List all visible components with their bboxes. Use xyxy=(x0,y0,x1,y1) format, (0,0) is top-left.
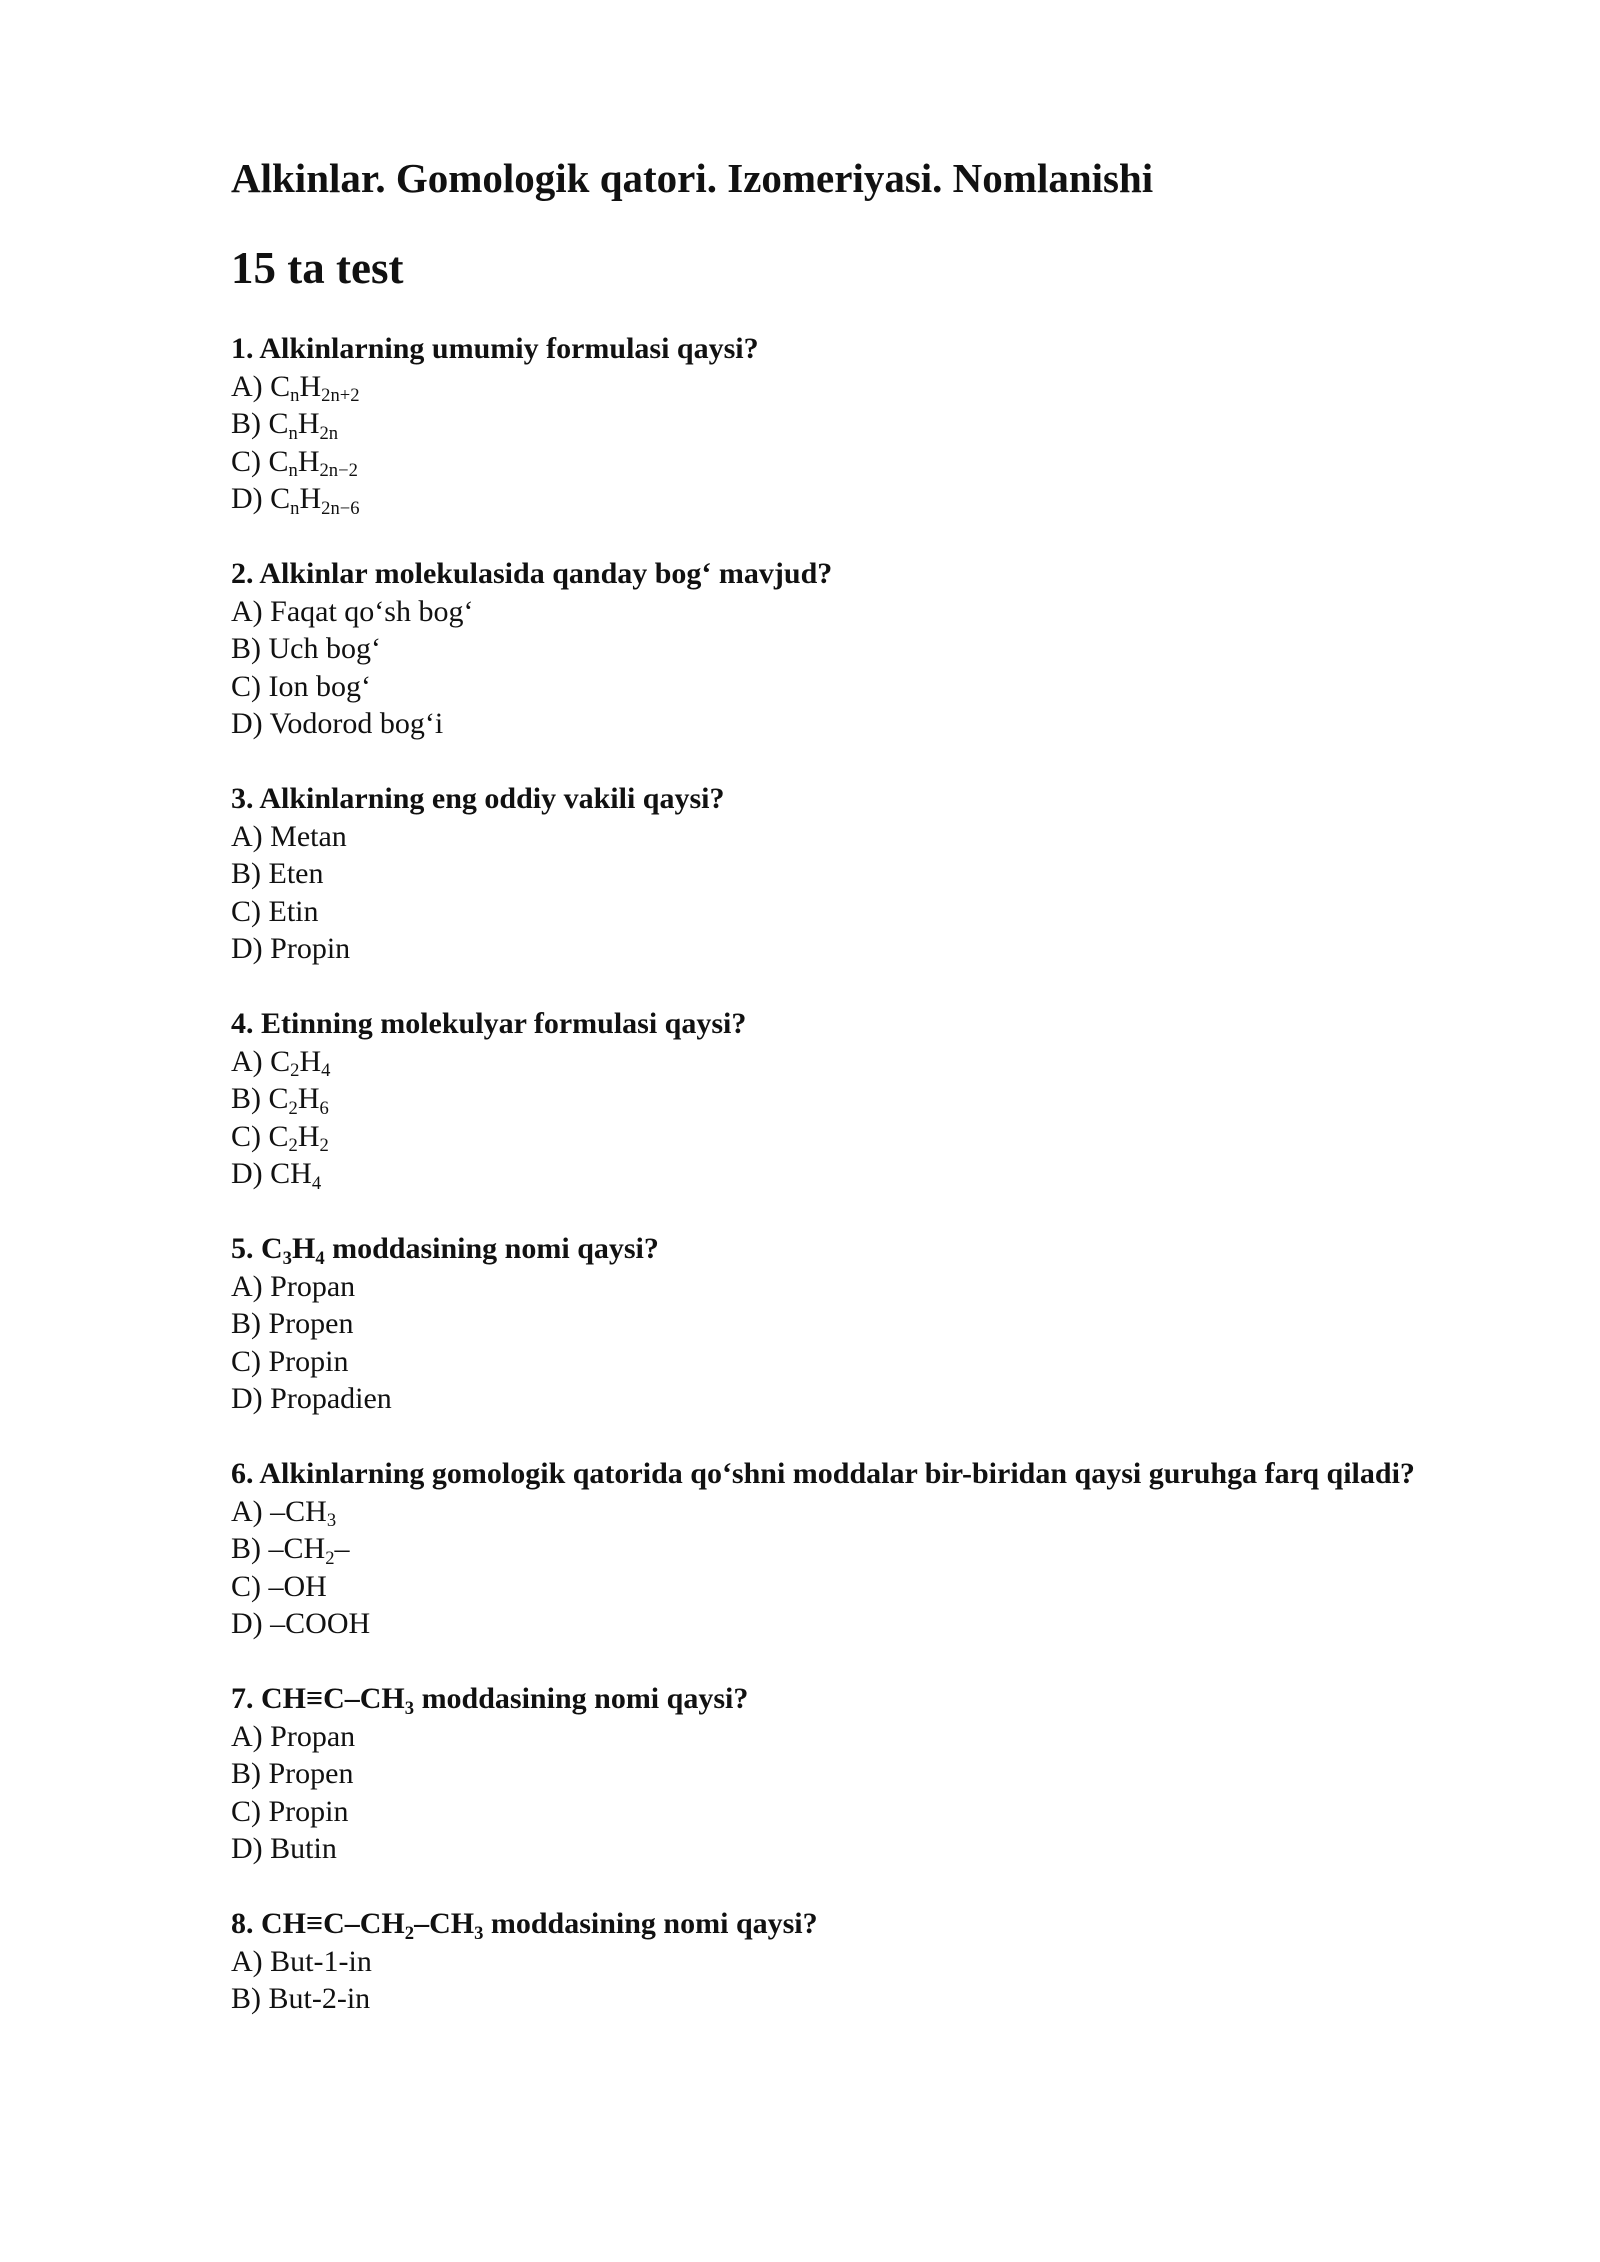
question-block xyxy=(231,1455,1461,1643)
question-text: 4. Etinning molekulyar formulasi qaysi? xyxy=(231,1007,747,1040)
question-block xyxy=(231,555,1461,743)
subscript: 2 xyxy=(288,1097,298,1119)
subscript: 2n+2 xyxy=(321,385,360,407)
answer-option: A) $-CH_3$ xyxy=(231,1494,337,1532)
answer-option: A) Propan xyxy=(231,1269,356,1303)
answer-option: C) $C_2H_2$ xyxy=(231,1119,329,1157)
subscript: 2 xyxy=(325,1547,335,1569)
subscript: 3 xyxy=(474,1922,484,1944)
subscript: 4 xyxy=(311,1172,322,1194)
subscript: 3 xyxy=(326,1510,337,1532)
answer-option: C) $C_nH_{2n-2}$ xyxy=(231,444,358,482)
answer-option: A) $C_2H_4$ xyxy=(231,1044,331,1082)
question-block xyxy=(231,1680,1461,1868)
question-text: 1. Alkinlarning umumiy formulasi qaysi? xyxy=(231,332,759,365)
subscript: 2n−2 xyxy=(319,460,358,482)
question-text: 2. Alkinlar molekulasida qanday bog‘ mavjud? xyxy=(231,557,833,590)
question-text: 3. Alkinlarning eng oddiy vakili qaysi? xyxy=(231,782,725,815)
answer-option: C) Etin xyxy=(231,894,319,928)
question-text: 6. Alkinlarning gomologik qatorida qo‘shni moddalar bir-biridan qaysi guruhga farq qiladi? xyxy=(231,1457,1415,1490)
answer-option: B) $C_nH_{2n}$ xyxy=(231,407,339,444)
answer-option: D) Propadien xyxy=(231,1382,392,1415)
answer-option: C) Propin xyxy=(231,1344,349,1378)
question-block xyxy=(231,780,1461,968)
subscript: 2n xyxy=(319,422,339,444)
document-title: Alkinlar. Gomologik qatori. Izomeriyasi. Nomlanishi xyxy=(231,155,1154,201)
subscript: n xyxy=(290,497,300,519)
answer-option: D) $CH_4$ xyxy=(231,1157,322,1194)
question-block xyxy=(231,1905,1461,2018)
answer-option: B) Eten xyxy=(231,857,324,890)
answer-option: A) But-1-in xyxy=(231,1944,372,1978)
document-subtitle: 15 ta test xyxy=(231,243,404,293)
question-block xyxy=(231,1005,1461,1193)
subscript: 2 xyxy=(288,1135,298,1157)
document-page xyxy=(231,150,1461,2055)
answer-option: D) Vodorod bog‘i xyxy=(231,707,444,740)
answer-option: A) $C_nH_{2n+2}$ xyxy=(231,369,360,407)
subscript: n xyxy=(290,385,300,407)
answer-option: B) Propen xyxy=(231,1757,354,1790)
answer-option: C) –OH xyxy=(231,1569,327,1603)
question-block xyxy=(231,330,1461,518)
question-block xyxy=(231,1230,1461,1418)
answer-option: B) $-CH_2-$ xyxy=(231,1532,350,1569)
answer-option: D) $C_nH_{2n-6}$ xyxy=(231,482,360,519)
answer-option: D) –COOH xyxy=(231,1607,371,1640)
subscript: 6 xyxy=(319,1097,329,1119)
answer-option: A) Faqat qo‘sh bog‘ xyxy=(231,594,474,628)
subscript: n xyxy=(288,422,298,444)
subscript: 3 xyxy=(282,1247,292,1269)
answer-option: B) Uch bog‘ xyxy=(231,632,381,665)
answer-option: B) $C_2H_6$ xyxy=(231,1082,329,1119)
subscript: 2 xyxy=(319,1135,329,1157)
answer-option: A) Metan xyxy=(231,819,347,853)
subscript: 3 xyxy=(404,1697,415,1719)
question-text: 8. $CH\equiv C-CH_2-CH_3$ moddasining nomi qaysi? xyxy=(231,1907,818,1944)
answer-option: C) Propin xyxy=(231,1794,349,1828)
answer-option: D) Butin xyxy=(231,1832,337,1865)
answer-option: C) Ion bog‘ xyxy=(231,669,371,703)
answer-option: B) But-2-in xyxy=(231,1982,371,2015)
subscript: 4 xyxy=(321,1060,331,1082)
question-text: 5. $C_3H_4$ moddasining nomi qaysi? xyxy=(231,1232,659,1269)
question-text: 7. $CH\equiv C-CH_3$ moddasining nomi qaysi? xyxy=(231,1682,749,1719)
subscript: n xyxy=(288,460,298,482)
subscript: 2 xyxy=(404,1922,415,1944)
answer-option: D) Propin xyxy=(231,932,351,965)
answer-option: A) Propan xyxy=(231,1719,356,1753)
subscript: 2n−6 xyxy=(321,497,360,519)
answer-option: B) Propen xyxy=(231,1307,354,1340)
question-list xyxy=(231,330,1461,2018)
subscript: 4 xyxy=(315,1247,325,1269)
subscript: 2 xyxy=(290,1060,300,1082)
